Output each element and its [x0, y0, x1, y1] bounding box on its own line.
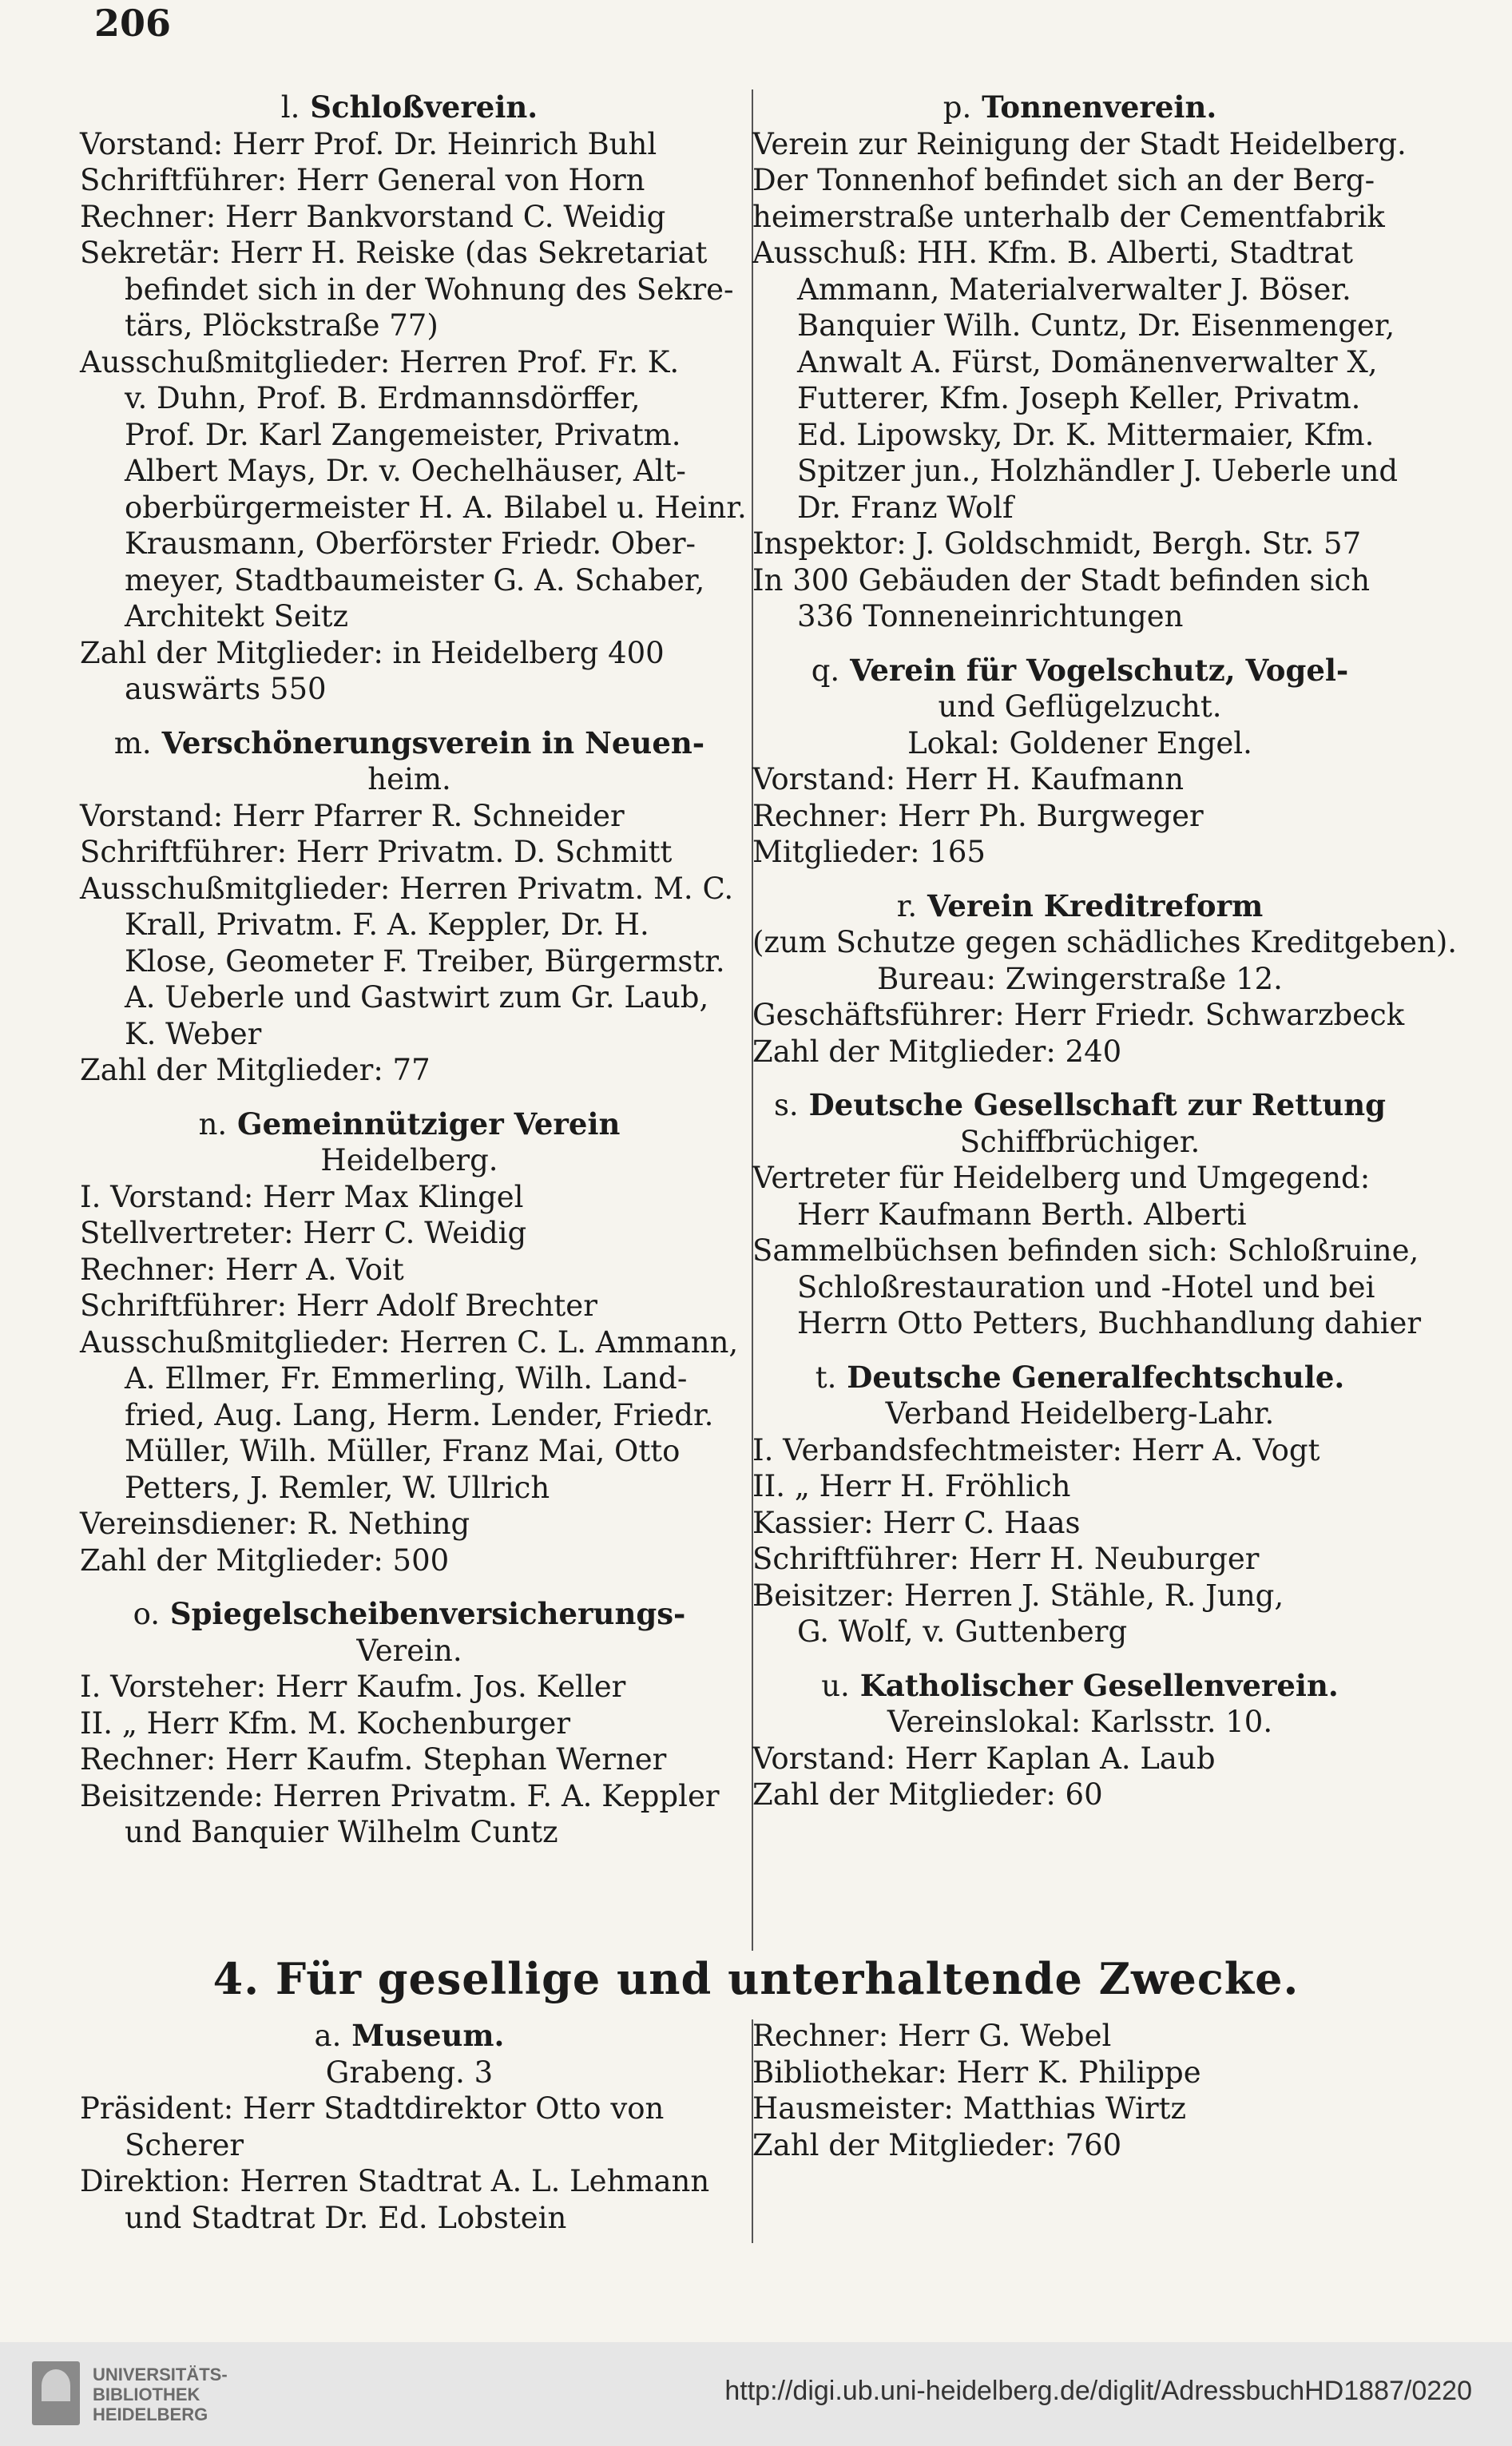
- section-letter: o.: [133, 1597, 160, 1631]
- entry-line: Rechner: Herr A. Voit: [80, 1252, 404, 1287]
- entry-line: Kassier: Herr C. Haas: [752, 1505, 1081, 1540]
- section-letter: s.: [773, 1088, 799, 1122]
- section-title: Verein für Vogelschutz, Vogel-: [850, 652, 1349, 688]
- entry-line: Sekretär: Herr H. Reiske (das Sekretariat: [80, 236, 708, 270]
- section-title: Schloßverein.: [310, 89, 538, 125]
- entry-line: Grabeng. 3: [325, 2055, 494, 2090]
- entry-line: Zahl der Mitglieder: 240: [752, 1034, 1122, 1069]
- section-letter: l.: [280, 90, 300, 125]
- entry-line: Heidelberg.: [320, 1143, 498, 1177]
- entry-line: Herr Kaufmann Berth. Alberti: [797, 1197, 1247, 1232]
- section-heading: 4. Für gesellige und unterhaltende Zwecke.: [212, 1953, 1300, 2004]
- section-heading-s: [752, 1087, 1407, 1124]
- section-letter: t.: [815, 1360, 837, 1395]
- entry-line: Anwalt A. Fürst, Domänenverwalter X,: [797, 344, 1378, 379]
- entry-line: Geschäftsführer: Herr Friedr. Schwarzbeck: [752, 998, 1405, 1032]
- section-heading-a: [80, 2018, 739, 2055]
- section-letter: a.: [314, 2019, 342, 2053]
- entry-line: Herrn Otto Petters, Buchhandlung dahier: [797, 1306, 1422, 1340]
- entry-line: heimerstraße unterhalb der Cementfabrik: [752, 199, 1385, 234]
- entry-line: Schriftführer: Herr Privatm. D. Schmitt: [80, 835, 673, 869]
- entry-line: Schriftführer: Herr Adolf Brechter: [80, 1289, 597, 1323]
- entry-line: tärs, Plöckstraße 77): [125, 308, 439, 343]
- entry-line: Vorstand: Herr Pfarrer R. Schneider: [80, 798, 625, 833]
- entry-line: Bureau: Zwingerstraße 12.: [877, 961, 1283, 996]
- entry-line: Verband Heidelberg-Lahr.: [885, 1396, 1275, 1431]
- entry-line: Ausschußmitglieder: Herren Privatm. M. C.: [80, 871, 734, 906]
- section-letter: u.: [821, 1668, 850, 1703]
- section-letter: q.: [811, 653, 840, 688]
- section-heading-n: [80, 1106, 739, 1143]
- entry-line: und Stadtrat Dr. Ed. Lobstein: [125, 2200, 567, 2235]
- section-title: Deutsche Gesellschaft zur Rettung: [808, 1087, 1387, 1122]
- entry-line: Beisitzer: Herren J. Stähle, R. Jung,: [752, 1578, 1284, 1613]
- entry-line: Krausmann, Oberförster Friedr. Ober-: [125, 526, 696, 561]
- entry-line: fried, Aug. Lang, Herm. Lender, Friedr.: [125, 1397, 714, 1432]
- entry-line: Verein.: [356, 1633, 462, 1668]
- section-heading-l: [80, 89, 739, 126]
- entry-line: auswärts 550: [125, 672, 327, 706]
- entry-line: befindet sich in der Wohnung des Sekre-: [125, 272, 734, 307]
- entry-line: Sammelbüchsen befinden sich: Schloßruine,: [752, 1233, 1419, 1268]
- entry-line: Präsident: Herr Stadtdirektor Otto von: [80, 2091, 665, 2126]
- entry-line: I. Vorsteher: Herr Kaufm. Jos. Keller: [80, 1670, 626, 1704]
- entry-line: Müller, Wilh. Müller, Franz Mai, Otto: [125, 1434, 681, 1468]
- entry-line: Direktion: Herren Stadtrat A. L. Lehmann: [80, 2164, 710, 2198]
- entry-line: Vorstand: Herr Kaplan A. Laub: [752, 1741, 1216, 1776]
- section-title: Deutsche Generalfechtschule.: [847, 1359, 1345, 1395]
- footer-bar: [0, 2342, 1512, 2446]
- entry-line: Futterer, Kfm. Joseph Keller, Privatm.: [797, 381, 1361, 415]
- entry-line: Schriftführer: Herr H. Neuburger: [752, 1542, 1260, 1576]
- entry-line: Beisitzende: Herren Privatm. F. A. Keppler: [80, 1778, 720, 1813]
- entry-line: Schiffbrüchiger.: [959, 1124, 1200, 1159]
- entry-line: I. Verbandsfechtmeister: Herr A. Vogt: [752, 1432, 1320, 1467]
- section-letter: n.: [198, 1106, 228, 1142]
- entry-line: Scherer: [125, 2127, 244, 2162]
- section-title: Spiegelscheibenversicherungs-: [169, 1596, 686, 1631]
- entry-line: Vorstand: Herr H. Kaufmann: [752, 762, 1185, 796]
- entry-line: Zahl der Mitglieder: 77: [80, 1053, 431, 1087]
- entry-line: Vertreter für Heidelberg und Umgegend:: [752, 1161, 1371, 1195]
- entry-line: Zahl der Mitglieder: 760: [752, 2127, 1122, 2162]
- entry-line: meyer, Stadtbaumeister G. A. Schaber,: [125, 562, 705, 598]
- section-title: Tonnenverein.: [982, 89, 1217, 125]
- section-letter: r.: [896, 888, 918, 923]
- entry-line: A. Ellmer, Fr. Emmerling, Wilh. Land-: [125, 1361, 688, 1396]
- section-title: Verein Kreditreform: [927, 887, 1264, 923]
- entry-line: Rechner: Herr Bankvorstand C. Weidig: [80, 199, 666, 234]
- entry-line: Ammann, Materialverwalter J. Böser.: [797, 272, 1351, 307]
- entry-line: Hausmeister: Matthias Wirtz: [752, 2091, 1187, 2126]
- entry-line: Rechner: Herr Kaufm. Stephan Werner: [80, 1742, 667, 1777]
- entry-line: Ausschußmitglieder: Herren C. L. Ammann,: [80, 1324, 739, 1360]
- section-letter: p.: [943, 90, 972, 125]
- entry-line: Mitglieder: 165: [752, 835, 986, 869]
- entry-line: Petters, J. Remler, W. Ullrich: [125, 1470, 550, 1505]
- section-title: Verschönerungsverein in Neuen-: [161, 725, 705, 760]
- source-url-link[interactable]: http://digi.ub.uni-heidelberg.de/diglit/AdressbuchHD1887/0220: [724, 2376, 1472, 2406]
- entry-line: II. „ Herr H. Fröhlich: [752, 1469, 1071, 1503]
- entry-line: G. Wolf, v. Guttenberg: [797, 1614, 1128, 1649]
- right-column: [752, 89, 1458, 1813]
- entry-line: oberbürgermeister H. A. Bilabel u. Heinr.: [125, 490, 747, 525]
- entry-line: v. Duhn, Prof. B. Erdmannsdörffer,: [125, 381, 641, 415]
- entry-line: Zahl der Mitglieder: 500: [80, 1543, 450, 1578]
- entry-line: Rechner: Herr G. Webel: [752, 2019, 1112, 2053]
- entry-line: Spitzer jun., Holzhändler J. Ueberle und: [797, 454, 1399, 488]
- entry-line: Dr. Franz Wolf: [797, 490, 1014, 525]
- entry-line: Vereinslokal: Karlsstr. 10.: [887, 1705, 1273, 1739]
- entry-line: A. Ueberle und Gastwirt zum Gr. Laub,: [125, 980, 709, 1015]
- entry-line: Vereinsdiener: R. Nething: [80, 1507, 470, 1541]
- entry-line: heim.: [367, 762, 451, 796]
- bottom-right-column: [752, 2018, 1407, 2163]
- section-heading-r: [752, 888, 1407, 925]
- entry-line: 336 Tonneneinrichtungen: [797, 599, 1184, 633]
- section-heading-q: [752, 653, 1407, 689]
- entry-line: Schloßrestauration und -Hotel und bei: [797, 1269, 1375, 1304]
- entry-line: Prof. Dr. Karl Zangemeister, Privatm.: [125, 417, 681, 452]
- entry-line: Verein zur Reinigung der Stadt Heidelberg.: [752, 126, 1407, 161]
- section-heading-u: [752, 1668, 1407, 1705]
- section-title: Gemeinnütziger Verein: [237, 1106, 621, 1142]
- entry-line: Zahl der Mitglieder: in Heidelberg 400: [80, 635, 665, 670]
- entry-line: Krall, Privatm. F. A. Keppler, Dr. H.: [125, 907, 649, 942]
- entry-line: Ausschußmitglieder: Herren Prof. Fr. K.: [80, 344, 680, 379]
- entry-line: Bibliothekar: Herr K. Philippe: [752, 2055, 1201, 2090]
- entry-line: Banquier Wilh. Cuntz, Dr. Eisenmenger,: [797, 308, 1395, 343]
- library-logo-icon: [32, 2361, 80, 2425]
- library-logo-text: UNIVERSITÄTS- BIBLIOTHEK HEIDELBERG: [93, 2365, 228, 2424]
- section-letter: m.: [113, 725, 152, 760]
- entry-line: (zum Schutze gegen schädliches Kreditgeben).: [752, 925, 1458, 959]
- entry-line: Ausschuß: HH. Kfm. B. Alberti, Stadtrat: [752, 236, 1354, 270]
- entry-line: In 300 Gebäuden der Stadt befinden sich: [752, 562, 1371, 598]
- entry-line: Rechner: Herr Ph. Burgweger: [752, 798, 1204, 833]
- entry-line: und Geflügelzucht.: [938, 689, 1222, 724]
- entry-line: Architekt Seitz: [125, 599, 349, 633]
- entry-line: Der Tonnenhof befindet sich an der Berg-: [752, 163, 1375, 197]
- entry-line: Schriftführer: Herr General von Horn: [80, 163, 645, 197]
- entry-line: II. „ Herr Kfm. M. Kochenburger: [80, 1705, 571, 1741]
- entry-line: Inspektor: J. Goldschmidt, Bergh. Str. 57: [752, 526, 1362, 561]
- section-title: Museum.: [351, 2018, 505, 2053]
- entry-line: Vorstand: Herr Prof. Dr. Heinrich Buhl: [80, 126, 657, 161]
- section-title: Katholischer Gesellenverein.: [859, 1667, 1339, 1703]
- entry-line: I. Vorstand: Herr Max Klingel: [80, 1179, 524, 1214]
- section-heading-t: [752, 1360, 1407, 1396]
- entry-line: Ed. Lipowsky, Dr. K. Mittermaier, Kfm.: [797, 417, 1375, 452]
- left-column: [80, 89, 747, 1851]
- entry-line: K. Weber: [125, 1016, 262, 1051]
- entry-line: Zahl der Mitglieder: 60: [752, 1777, 1103, 1812]
- entry-line: Klose, Geometer F. Treiber, Bürgermstr.: [125, 943, 725, 979]
- entry-line: Albert Mays, Dr. v. Oechelhäuser, Alt-: [125, 454, 686, 488]
- page-number: 206: [94, 2, 172, 45]
- entry-line: und Banquier Wilhelm Cuntz: [125, 1815, 558, 1849]
- entry-line: Lokal: Goldener Engel.: [907, 725, 1252, 760]
- section-heading-p: [752, 89, 1407, 126]
- entry-line: Stellvertreter: Herr C. Weidig: [80, 1216, 527, 1250]
- section-heading-o: [80, 1596, 739, 1633]
- section-heading-m: [80, 725, 739, 762]
- bottom-left-column: [80, 2018, 739, 2236]
